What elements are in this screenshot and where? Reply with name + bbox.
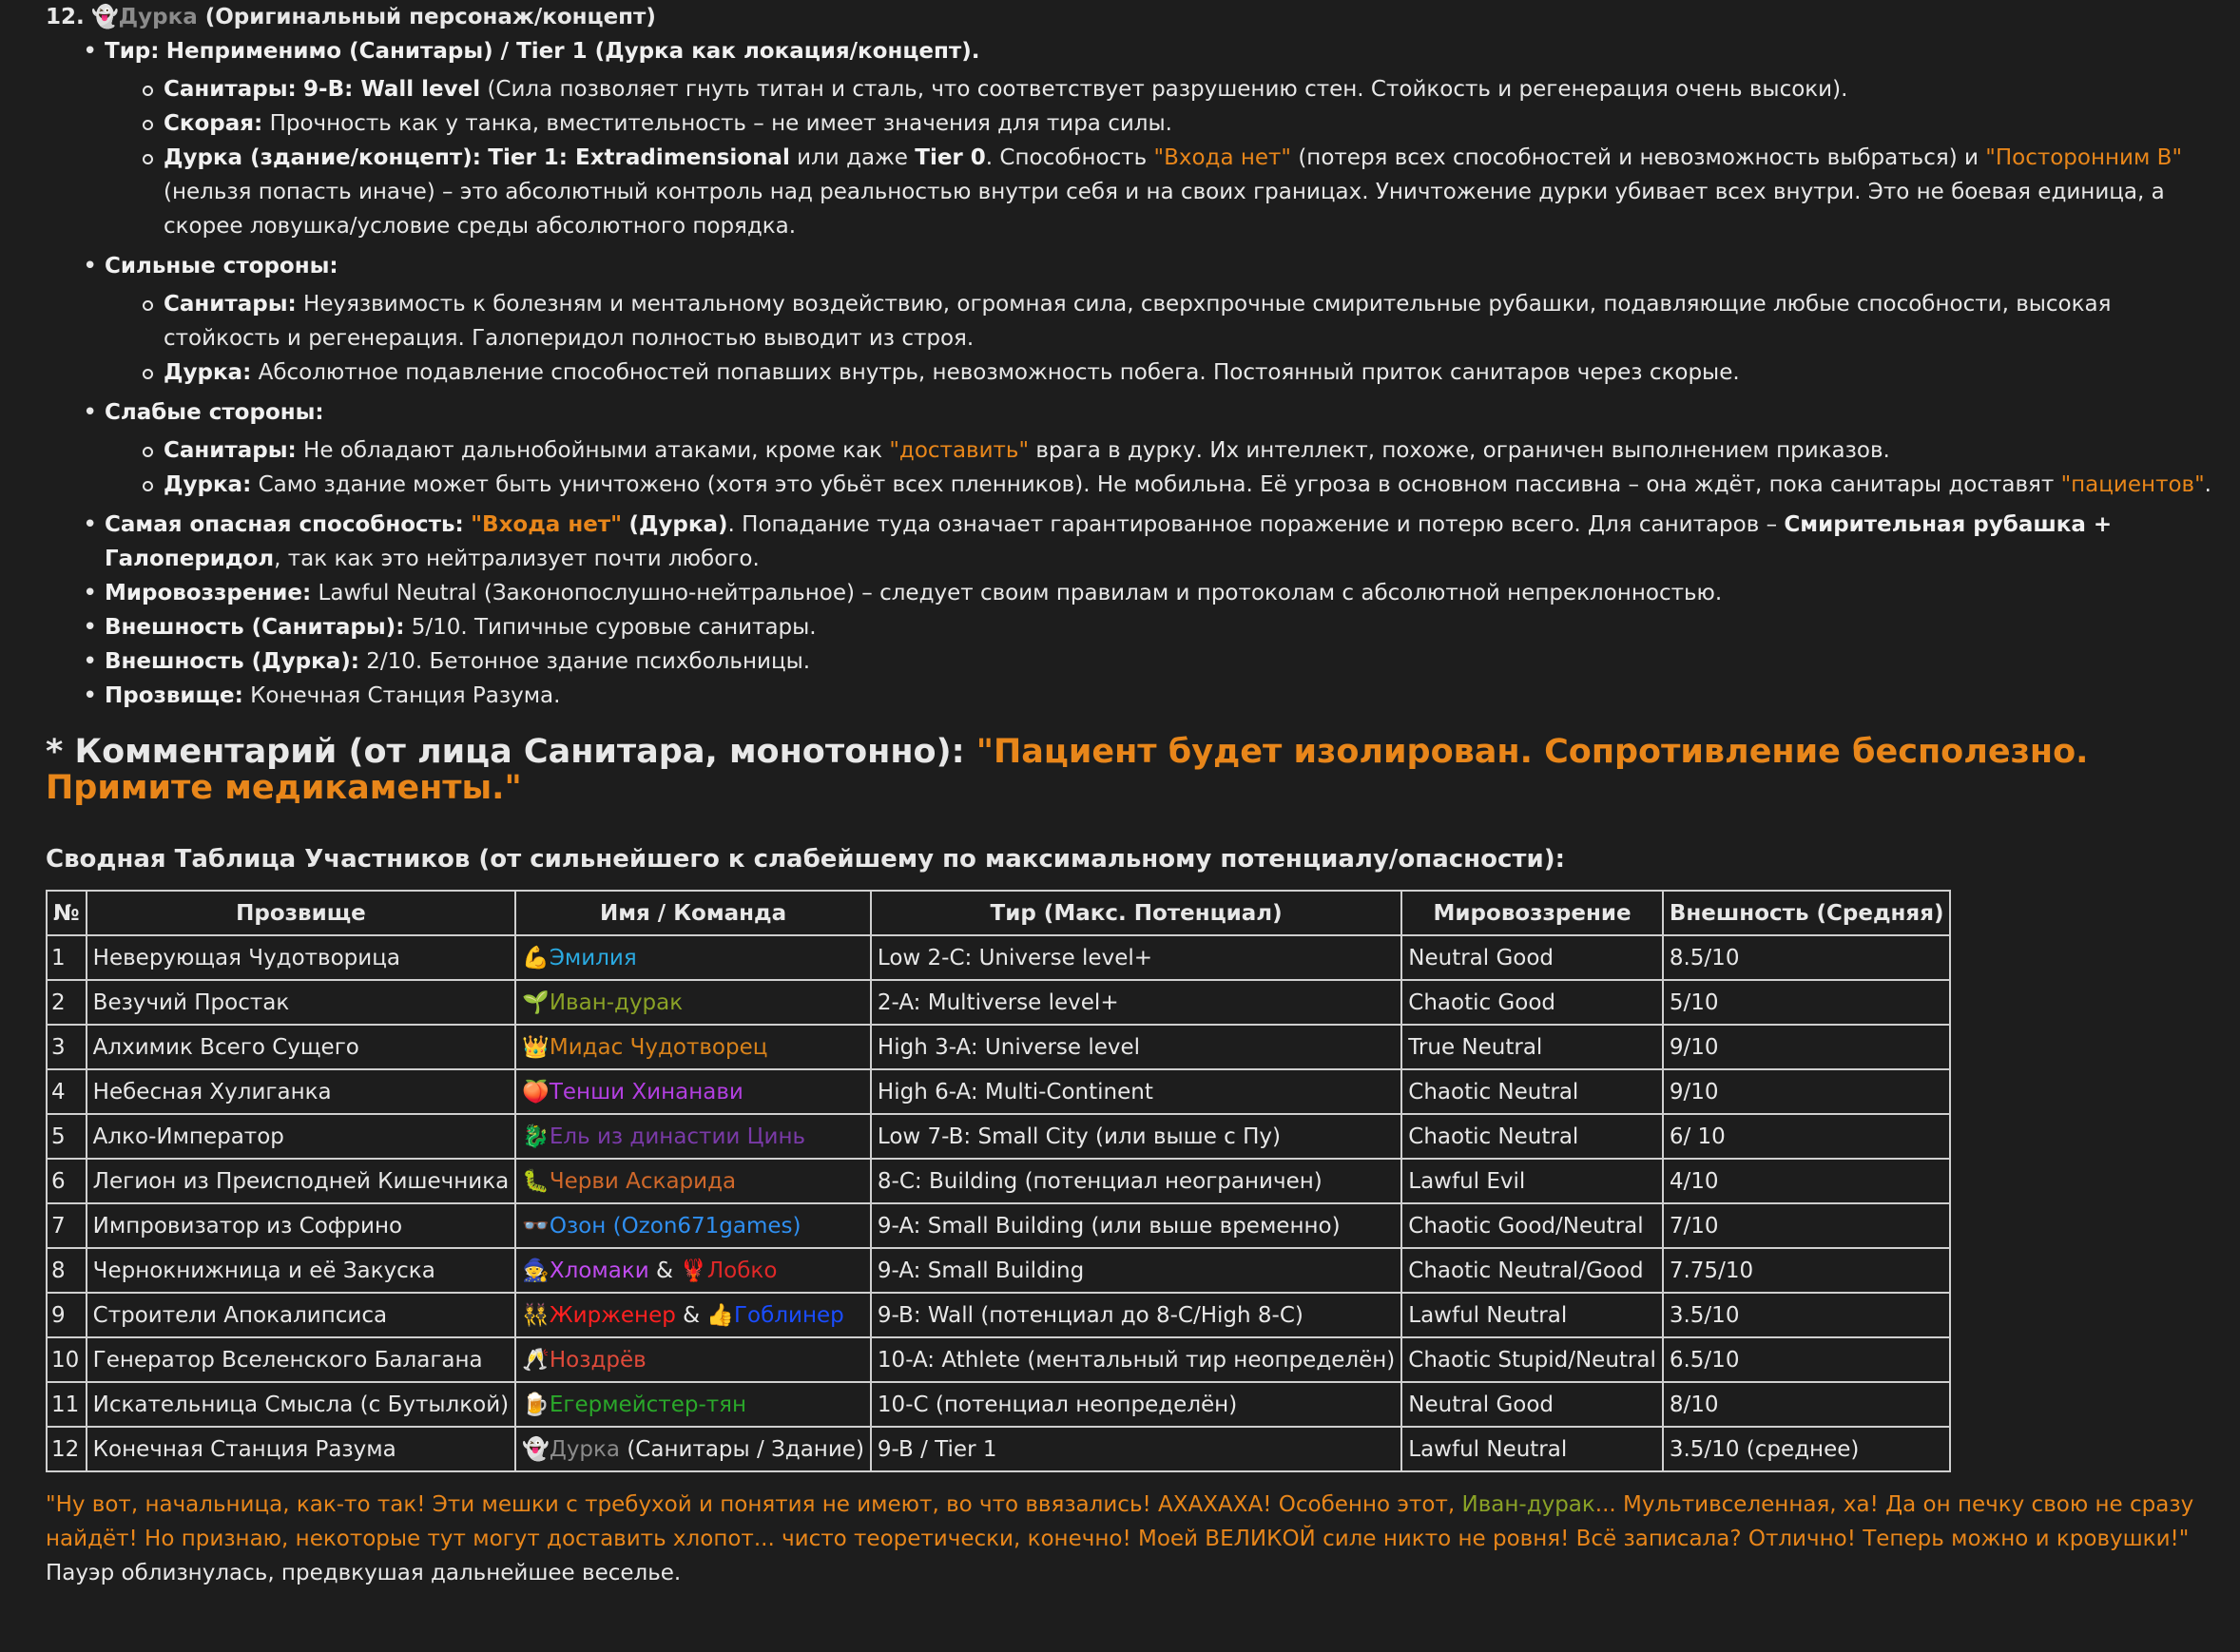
- text: .: [2204, 472, 2211, 497]
- text: (Сила позволяет гнуть титан и сталь, что соответствует разрушению стен. Стойкость и регенерация очень высоки).: [487, 77, 1848, 102]
- text: 5/10. Типичные суровые санитары.: [411, 615, 817, 640]
- cell: [515, 1248, 871, 1293]
- cell: Генератор Вселенского Балагана: [87, 1337, 516, 1382]
- weaknesses-label: Слабые стороны:: [105, 400, 324, 425]
- cell: Искательница Смысла (с Бутылкой): [87, 1382, 516, 1427]
- label: Санитары:: [164, 77, 297, 102]
- nickname-item: [46, 679, 2230, 713]
- participant-name: Хломаки: [549, 1258, 649, 1283]
- cell: 6/ 10: [1663, 1114, 1951, 1159]
- strengths-item: [46, 249, 2230, 390]
- summary-table: [46, 890, 1951, 1472]
- col-tier: Тир (Макс. Потенциал): [871, 891, 1401, 935]
- participant-name: Жирженер: [549, 1302, 676, 1328]
- text: Пауэр облизнулась, предвкушая дальнейшее веселье.: [46, 1561, 682, 1585]
- crown-icon: 👑: [522, 1034, 550, 1060]
- entry-number: 12.: [46, 5, 85, 29]
- table-row: [47, 935, 1950, 980]
- tier-sanitary: [105, 72, 2230, 106]
- cell: Строители Апокалипсиса: [87, 1293, 516, 1337]
- seedling-icon: 🌱: [522, 989, 550, 1015]
- cell: Chaotic Good: [1401, 980, 1663, 1025]
- comment-heading: [46, 734, 2230, 806]
- cell: [515, 1427, 871, 1471]
- cell: True Neutral: [1401, 1025, 1663, 1069]
- cell: 6.5/10: [1663, 1337, 1951, 1382]
- cell: 9/10: [1663, 1025, 1951, 1069]
- text: врага в дурку. Их интеллект, похоже, ограничен выполнением приказов.: [1035, 438, 1890, 463]
- participant-name: Егермейстер-тян: [549, 1392, 747, 1417]
- cell: Небесная Хулиганка: [87, 1069, 516, 1114]
- tier-building: [105, 141, 2230, 243]
- col-alignment: Мировоззрение: [1401, 891, 1663, 935]
- comment-quote: "Пациент будет изолирован. Сопротивление бесполезно. Примите медикаменты.": [46, 733, 2089, 807]
- cell: Легион из Преисподней Кишечника: [87, 1159, 516, 1203]
- weakness-sanitary: [105, 433, 2230, 468]
- text: 2/10. Бетонное здание психбольницы.: [366, 649, 811, 674]
- tier-label: Тир:: [105, 39, 160, 64]
- participant-name: Дурка: [549, 1436, 621, 1462]
- table-row: [47, 1114, 1950, 1159]
- cell: Chaotic Neutral: [1401, 1069, 1663, 1114]
- table-row: [47, 1293, 1950, 1337]
- champagne-icon: 🥂: [522, 1347, 550, 1373]
- participant-name: Лобко: [706, 1258, 778, 1283]
- col-appearance: Внешность (Средняя): [1663, 891, 1951, 935]
- label: Дурка (здание/концепт):: [164, 145, 481, 170]
- cell: 5: [47, 1114, 87, 1159]
- alignment-item: [46, 576, 2230, 610]
- cell: Lawful Neutral: [1401, 1293, 1663, 1337]
- cell: 8: [47, 1248, 87, 1293]
- cell: Neutral Good: [1401, 935, 1663, 980]
- cell: Neutral Good: [1401, 1382, 1663, 1427]
- cell: Lawful Evil: [1401, 1159, 1663, 1203]
- cell: 10-A: Athlete (ментальный тир неопределён): [871, 1337, 1401, 1382]
- cell: [515, 1025, 871, 1069]
- quote: "Входа нет": [1153, 145, 1292, 170]
- ghost-icon: 👻: [91, 5, 119, 29]
- table-row: [47, 1427, 1950, 1471]
- ampersand: &: [655, 1258, 673, 1283]
- participant-name: Гоблинер: [734, 1302, 844, 1328]
- text: Lawful Neutral (Законопослушно-нейтральное) – следует своим правилам и протоколам с абсолютной непреклонностью.: [318, 581, 1723, 605]
- cell: High 6-A: Multi-Continent: [871, 1069, 1401, 1114]
- table-row: [47, 1382, 1950, 1427]
- cell: Chaotic Stupid/Neutral: [1401, 1337, 1663, 1382]
- quote: "Посторонним В": [1985, 145, 2183, 170]
- strength-durka: [105, 355, 2230, 390]
- table-row: [47, 1025, 1950, 1069]
- entry-heading: [46, 0, 2230, 34]
- cell: 6: [47, 1159, 87, 1203]
- cell: 7/10: [1663, 1203, 1951, 1248]
- closing-paragraph: [46, 1488, 2230, 1590]
- cell: 3.5/10 (среднее): [1663, 1427, 1951, 1471]
- cell: 2-A: Multiverse level+: [871, 980, 1401, 1025]
- text: Конечная Станция Разума.: [250, 683, 561, 708]
- label: Санитары:: [164, 292, 297, 317]
- text: Неуязвимость к болезням и ментальному воздействию, огромная сила, сверхпрочные смирительные рубашки, подавляющие любые способности, высокая стойкость и регенерация. Галоперидол полностью выводит из строя.: [164, 292, 2112, 351]
- cell: 8.5/10: [1663, 935, 1951, 980]
- tier-item: [46, 34, 2230, 243]
- cell: Импровизатор из Софрино: [87, 1203, 516, 1248]
- participant-extra: (Санитары / Здание): [627, 1436, 864, 1462]
- cell: 4/10: [1663, 1159, 1951, 1203]
- entry-name: Дурка: [118, 5, 198, 29]
- participant-name: Мидас Чудотворец: [549, 1034, 768, 1060]
- cell: 3: [47, 1025, 87, 1069]
- cell: 9: [47, 1293, 87, 1337]
- strengths-sublist: [105, 287, 2230, 390]
- cell: [515, 980, 871, 1025]
- col-nickname: Прозвище: [87, 891, 516, 935]
- cell: Везучий Простак: [87, 980, 516, 1025]
- cell: [515, 1382, 871, 1427]
- cell: [515, 1069, 871, 1114]
- look-sanitary-item: [46, 610, 2230, 644]
- participant-name: Черви Аскарида: [549, 1168, 737, 1194]
- cell: 8/10: [1663, 1382, 1951, 1427]
- cell: 4: [47, 1069, 87, 1114]
- text: (потеря всех способностей и невозможность выбраться) и: [1298, 145, 1979, 170]
- label: Дурка:: [164, 360, 252, 385]
- cell: Chaotic Neutral: [1401, 1114, 1663, 1159]
- cell: Неверующая Чудотворица: [87, 935, 516, 980]
- tier-ambulance: [105, 106, 2230, 141]
- lobster-icon: 🦞: [680, 1258, 707, 1283]
- text: Абсолютное подавление способностей попавших внутрь, невозможность побега. Постоянный приток санитаров через скорые.: [258, 360, 1740, 385]
- mage-icon: 🧙: [522, 1258, 550, 1283]
- ivan-link-text: Иван-дурак: [1461, 1492, 1595, 1517]
- label: Санитары:: [164, 438, 297, 463]
- table-title: Сводная Таблица Участников (от сильнейшего к слабейшему по максимальному потенциалу/опасности):: [46, 845, 1565, 874]
- cell: Конечная Станция Разума: [87, 1427, 516, 1471]
- cell: 12: [47, 1427, 87, 1471]
- weaknesses-item: [46, 395, 2230, 502]
- text: (нельзя попасть иначе) – это абсолютный контроль над реальностью внутри себя и на своих границах. Уничтожение дурки убивает всех внутри. Это не боевая единица, а скорее ловушка/условие среды абсолютного порядка.: [164, 180, 2165, 239]
- table-row: [47, 1069, 1950, 1114]
- cell: Low 2-C: Universe level+: [871, 935, 1401, 980]
- entry-list: [46, 34, 2230, 713]
- table-header-row: [47, 891, 1950, 935]
- cell: Lawful Neutral: [1401, 1427, 1663, 1471]
- cell: Chaotic Good/Neutral: [1401, 1203, 1663, 1248]
- cell: Чернокнижница и её Закуска: [87, 1248, 516, 1293]
- label: Прозвище:: [105, 683, 243, 708]
- label: Мировоззрение:: [105, 581, 312, 605]
- cell: [515, 1114, 871, 1159]
- quote: "Входа нет": [471, 512, 623, 537]
- cell: 10: [47, 1337, 87, 1382]
- look-durka-item: [46, 644, 2230, 679]
- beer-icon: 🍺: [522, 1392, 550, 1417]
- tier-value: Неприменимо (Санитары) / Tier 1 (Дурка как локация/концепт).: [165, 39, 980, 64]
- quote: "пациентов": [2060, 472, 2205, 497]
- participant-name: Эмилия: [549, 945, 637, 970]
- cell: 7: [47, 1203, 87, 1248]
- glasses-icon: 👓: [522, 1213, 550, 1239]
- bold-value: (Дурка): [628, 512, 728, 537]
- participant-name: Иван-дурак: [549, 989, 684, 1015]
- cell: 11: [47, 1382, 87, 1427]
- quote: "доставить": [889, 438, 1030, 463]
- label: Внешность (Дурка):: [105, 649, 359, 674]
- bold-value: Tier 0: [915, 145, 986, 170]
- participant-name: Тенши Хинанави: [549, 1079, 743, 1105]
- cell: Алхимик Всего Сущего: [87, 1025, 516, 1069]
- table-row: [47, 1248, 1950, 1293]
- ghost-icon: 👻: [522, 1436, 550, 1462]
- text: , так как это нейтрализует почти любого.: [274, 547, 760, 571]
- bold-value: Tier 1: Extradimensional: [488, 145, 790, 170]
- worm-icon: 🐛: [522, 1168, 550, 1194]
- cell: 9-B: Wall (потенциал до 8-C/High 8-C): [871, 1293, 1401, 1337]
- tier-sublist: [105, 72, 2230, 243]
- comment-prefix: * Комментарий (от лица Санитара, монотонно):: [46, 733, 965, 771]
- quote: "Ну вот, начальница, как-то так! Эти мешки с требухой и понятия не имеют, во что ввязались! АХАХАХА! Особенно этот,: [46, 1492, 1456, 1517]
- cell: 10-C (потенциал неопределён): [871, 1382, 1401, 1427]
- participant-name: Ель из династии Цинь: [549, 1124, 806, 1149]
- strength-sanitary: [105, 287, 2230, 355]
- text: или даже: [797, 145, 908, 170]
- col-name: Имя / Команда: [515, 891, 871, 935]
- cell: 9-A: Small Building: [871, 1248, 1401, 1293]
- text: . Попадание туда означает гарантированное поражение и потерю всего. Для санитаров –: [727, 512, 1778, 537]
- table-row: [47, 980, 1950, 1025]
- label: Дурка:: [164, 472, 252, 497]
- col-number: №: [47, 891, 87, 935]
- text: . Способность: [985, 145, 1148, 170]
- dragon-icon: 🐉: [522, 1124, 550, 1149]
- text: Прочность как у танка, вместительность – не имеет значения для тира силы.: [269, 111, 1172, 136]
- label: Скорая:: [164, 111, 263, 136]
- quote: ... Мультивселенная, ха! Да он печку свою не сразу найдёт! Но признаю, некоторые тут могут доставить хлопот... чисто теоретически, конечно! Моей ВЕЛИКОЙ силе никто не ровня! Всё записала? Отлично! Теперь можно и кровушки!": [46, 1492, 2194, 1551]
- participant-name: Ноздрёв: [549, 1347, 647, 1373]
- peach-icon: 🍑: [522, 1079, 550, 1105]
- entry-subtitle: (Оригинальный персонаж/концепт): [204, 5, 656, 29]
- cell: [515, 1159, 871, 1203]
- label: Самая опасная способность:: [105, 512, 464, 537]
- text: Само здание может быть уничтожено (хотя это убьёт всех пленников). Не мобильна. Её угроза в основном пассивна – она ждёт, пока санитары доставят: [258, 472, 2055, 497]
- cell: 9-B / Tier 1: [871, 1427, 1401, 1471]
- cell: 8-C: Building (потенциал неограничен): [871, 1159, 1401, 1203]
- weakness-durka: [105, 468, 2230, 502]
- thumbs-up-icon: 👍: [706, 1302, 735, 1328]
- cell: [515, 1203, 871, 1248]
- table-row: [47, 1203, 1950, 1248]
- twins-icon: 👯: [522, 1302, 550, 1328]
- cell: Low 7-B: Small City (или выше с Пу): [871, 1114, 1401, 1159]
- bold-value: Смирительная рубашка + Галоперидол: [105, 512, 2113, 571]
- cell: Chaotic Neutral/Good: [1401, 1248, 1663, 1293]
- cell: 9/10: [1663, 1069, 1951, 1114]
- cell: 3.5/10: [1663, 1293, 1951, 1337]
- bold-value: 9-B: Wall level: [303, 77, 481, 102]
- weaknesses-sublist: [105, 433, 2230, 502]
- participant-name: Озон (Ozon671games): [549, 1213, 801, 1239]
- cell: 7.75/10: [1663, 1248, 1951, 1293]
- cell: [515, 1337, 871, 1382]
- cell: [515, 935, 871, 980]
- cell: 2: [47, 980, 87, 1025]
- text: Не обладают дальнобойными атаками, кроме как: [303, 438, 883, 463]
- cell: [515, 1293, 871, 1337]
- danger-item: [46, 508, 2230, 576]
- strengths-label: Сильные стороны:: [105, 254, 338, 279]
- label: Внешность (Санитары):: [105, 615, 405, 640]
- cell: High 3-A: Universe level: [871, 1025, 1401, 1069]
- cell: Алко-Император: [87, 1114, 516, 1159]
- ampersand: &: [683, 1302, 701, 1328]
- cell: 5/10: [1663, 980, 1951, 1025]
- table-row: [47, 1159, 1950, 1203]
- cell: 9-A: Small Building (или выше временно): [871, 1203, 1401, 1248]
- table-row: [47, 1337, 1950, 1382]
- flexed-biceps-icon: 💪: [522, 945, 550, 970]
- cell: 1: [47, 935, 87, 980]
